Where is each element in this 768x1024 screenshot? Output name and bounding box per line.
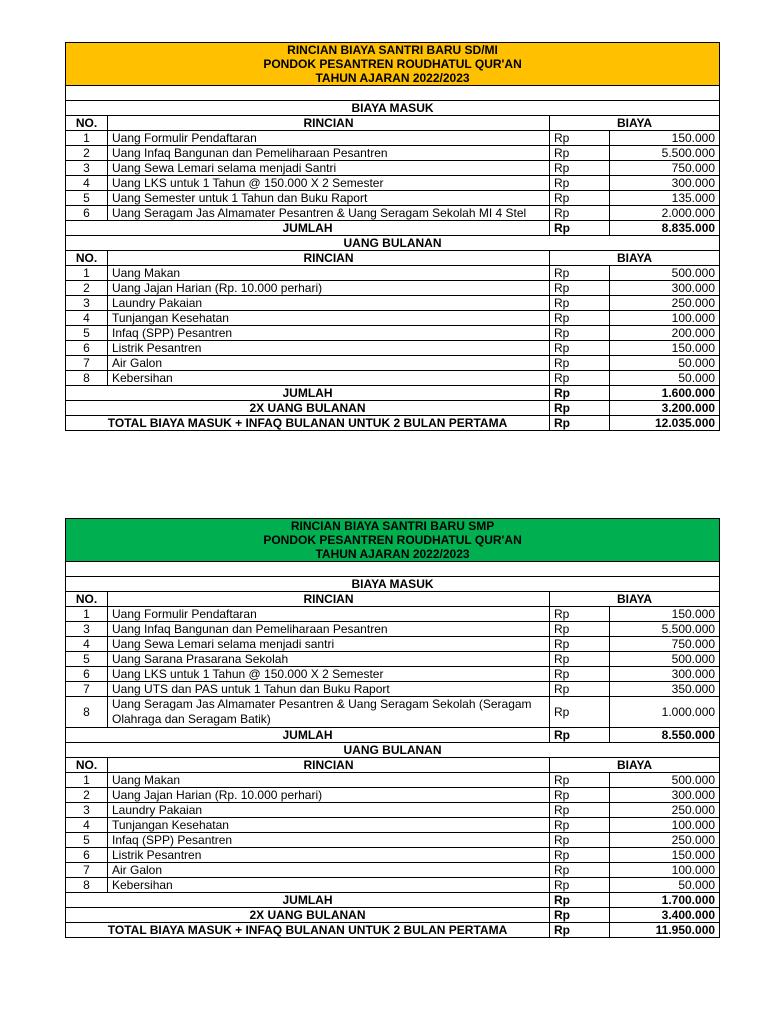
entry-total-label: JUMLAH: [66, 221, 550, 236]
col-no-header: NO.: [66, 592, 108, 607]
col-biaya-header: BIAYA: [550, 116, 720, 131]
item-description: Uang Jajan Harian (Rp. 10.000 perhari): [108, 788, 550, 803]
table-row: [66, 788, 720, 803]
item-amount: 50.000: [610, 356, 720, 371]
item-no: 7: [66, 863, 108, 878]
col-no-header: NO.: [66, 116, 108, 131]
table-header: [66, 43, 720, 86]
table-row: [66, 697, 720, 728]
item-currency: Rp: [550, 191, 610, 206]
table-row: [66, 341, 720, 356]
item-no: 5: [66, 326, 108, 341]
monthly-section-title: UANG BULANAN: [66, 236, 720, 251]
item-no: 5: [66, 833, 108, 848]
item-currency: Rp: [550, 311, 610, 326]
double-monthly-label: 2X UANG BULANAN: [66, 908, 550, 923]
item-description: Air Galon: [108, 356, 550, 371]
grand-total: 11.950.000: [610, 923, 720, 938]
item-amount: 300.000: [610, 281, 720, 296]
item-currency: Rp: [550, 697, 610, 728]
monthly-total-label: JUMLAH: [66, 893, 550, 908]
item-description: Uang Sewa Lemari selama menjadi Santri: [108, 161, 550, 176]
item-no: 6: [66, 341, 108, 356]
item-currency: Rp: [550, 206, 610, 221]
item-no: 6: [66, 206, 108, 221]
item-currency: Rp: [550, 622, 610, 637]
table-row: [66, 878, 720, 893]
item-currency: Rp: [550, 281, 610, 296]
item-amount: 500.000: [610, 652, 720, 667]
item-description: Infaq (SPP) Pesantren: [108, 833, 550, 848]
col-rincian-header: RINCIAN: [108, 758, 550, 773]
item-amount: 500.000: [610, 773, 720, 788]
item-currency: Rp: [550, 637, 610, 652]
item-description: Kebersihan: [108, 878, 550, 893]
title-line: TAHUN AJARAN 2022/2023: [315, 547, 470, 561]
currency: Rp: [550, 728, 610, 743]
item-description: Tunjangan Kesehatan: [108, 311, 550, 326]
item-amount: 250.000: [610, 803, 720, 818]
item-amount: 300.000: [610, 667, 720, 682]
item-currency: Rp: [550, 803, 610, 818]
table-row: [66, 652, 720, 667]
double-monthly-label: 2X UANG BULANAN: [66, 401, 550, 416]
item-description: Laundry Pakaian: [108, 296, 550, 311]
item-currency: Rp: [550, 161, 610, 176]
item-currency: Rp: [550, 818, 610, 833]
grand-total-label: TOTAL BIAYA MASUK + INFAQ BULANAN UNTUK 2 BULAN PERTAMA: [66, 416, 550, 431]
item-amount: 150.000: [610, 848, 720, 863]
item-currency: Rp: [550, 176, 610, 191]
entry-total-label: JUMLAH: [66, 728, 550, 743]
table-row: [66, 371, 720, 386]
item-no: 3: [66, 803, 108, 818]
col-rincian-header: RINCIAN: [108, 116, 550, 131]
item-amount: 500.000: [610, 266, 720, 281]
item-no: 6: [66, 667, 108, 682]
item-description: Uang Formulir Pendaftaran: [108, 131, 550, 146]
item-amount: 5.500.000: [610, 622, 720, 637]
spacer-row: [66, 86, 720, 101]
item-description: Uang Semester untuk 1 Tahun dan Buku Raport: [108, 191, 550, 206]
item-amount: 135.000: [610, 191, 720, 206]
item-amount: 150.000: [610, 131, 720, 146]
item-description: Uang Jajan Harian (Rp. 10.000 perhari): [108, 281, 550, 296]
entry-section-title: BIAYA MASUK: [66, 577, 720, 592]
item-description: Uang Formulir Pendaftaran: [108, 607, 550, 622]
entry-total: 8.835.000: [610, 221, 720, 236]
item-no: 4: [66, 637, 108, 652]
item-amount: 150.000: [610, 341, 720, 356]
monthly-total: 1.600.000: [610, 386, 720, 401]
item-currency: Rp: [550, 607, 610, 622]
currency: Rp: [550, 386, 610, 401]
item-currency: Rp: [550, 878, 610, 893]
item-description: Uang Infaq Bangunan dan Pemeliharaan Pesantren: [108, 622, 550, 637]
item-amount: 50.000: [610, 878, 720, 893]
item-currency: Rp: [550, 788, 610, 803]
item-currency: Rp: [550, 833, 610, 848]
header-title: [66, 43, 720, 86]
item-no: 7: [66, 356, 108, 371]
fee-table-sd-mi: [65, 42, 720, 431]
table-row: [66, 281, 720, 296]
item-currency: Rp: [550, 341, 610, 356]
item-no: 3: [66, 296, 108, 311]
header-title: [66, 519, 720, 562]
table-row: [66, 818, 720, 833]
table-row: [66, 356, 720, 371]
item-amount: 350.000: [610, 682, 720, 697]
item-currency: Rp: [550, 356, 610, 371]
item-amount: 1.000.000: [610, 697, 720, 728]
table-row: [66, 176, 720, 191]
item-amount: 250.000: [610, 833, 720, 848]
item-no: 8: [66, 371, 108, 386]
spacer-row: [66, 562, 720, 577]
table-row: [66, 682, 720, 697]
item-description: Uang Sarana Prasarana Sekolah: [108, 652, 550, 667]
table-row: [66, 191, 720, 206]
item-amount: 300.000: [610, 788, 720, 803]
item-no: 2: [66, 281, 108, 296]
table-row: [66, 296, 720, 311]
table-row: [66, 773, 720, 788]
item-currency: Rp: [550, 682, 610, 697]
table-row: [66, 146, 720, 161]
item-description: Tunjangan Kesehatan: [108, 818, 550, 833]
item-no: 5: [66, 652, 108, 667]
item-no: 3: [66, 161, 108, 176]
grand-total-label: TOTAL BIAYA MASUK + INFAQ BULANAN UNTUK 2 BULAN PERTAMA: [66, 923, 550, 938]
item-no: 1: [66, 131, 108, 146]
currency: Rp: [550, 401, 610, 416]
item-currency: Rp: [550, 326, 610, 341]
item-currency: Rp: [550, 667, 610, 682]
item-amount: 750.000: [610, 161, 720, 176]
col-biaya-header: BIAYA: [550, 251, 720, 266]
monthly-total: 1.700.000: [610, 893, 720, 908]
title-line: PONDOK PESANTREN ROUDHATUL QUR'AN: [263, 533, 522, 547]
item-currency: Rp: [550, 863, 610, 878]
table-row: [66, 833, 720, 848]
item-amount: 50.000: [610, 371, 720, 386]
item-no: 3: [66, 622, 108, 637]
table-row: [66, 848, 720, 863]
item-amount: 100.000: [610, 863, 720, 878]
item-amount: 200.000: [610, 326, 720, 341]
table-row: [66, 326, 720, 341]
item-description: Kebersihan: [108, 371, 550, 386]
col-biaya-header: BIAYA: [550, 758, 720, 773]
item-amount: 100.000: [610, 818, 720, 833]
table-row: [66, 622, 720, 637]
item-description: Uang Infaq Bangunan dan Pemeliharaan Pesantren: [108, 146, 550, 161]
item-no: 7: [66, 682, 108, 697]
item-description: Air Galon: [108, 863, 550, 878]
title-line: PONDOK PESANTREN ROUDHATUL QUR'AN: [263, 57, 522, 71]
table-row: [66, 863, 720, 878]
item-description: Uang Sewa Lemari selama menjadi santri: [108, 637, 550, 652]
double-monthly-total: 3.200.000: [610, 401, 720, 416]
item-currency: Rp: [550, 652, 610, 667]
item-no: 4: [66, 818, 108, 833]
col-no-header: NO.: [66, 251, 108, 266]
item-amount: 150.000: [610, 607, 720, 622]
item-description: Uang Seragam Jas Almamater Pesantren & Uang Seragam Sekolah (Seragam Olahraga dan Seragam Batik): [108, 697, 550, 728]
item-no: 4: [66, 311, 108, 326]
item-description: Uang UTS dan PAS untuk 1 Tahun dan Buku Raport: [108, 682, 550, 697]
col-no-header: NO.: [66, 758, 108, 773]
item-amount: 2.000.000: [610, 206, 720, 221]
item-amount: 750.000: [610, 637, 720, 652]
item-currency: Rp: [550, 131, 610, 146]
item-amount: 5.500.000: [610, 146, 720, 161]
item-no: 1: [66, 266, 108, 281]
currency: Rp: [550, 908, 610, 923]
item-no: 1: [66, 607, 108, 622]
monthly-section-title: UANG BULANAN: [66, 743, 720, 758]
table-row: [66, 607, 720, 622]
item-currency: Rp: [550, 848, 610, 863]
item-description: Uang Makan: [108, 266, 550, 281]
item-no: 4: [66, 176, 108, 191]
fee-table-smp: [65, 518, 720, 938]
entry-section-title: BIAYA MASUK: [66, 101, 720, 116]
item-no: 2: [66, 146, 108, 161]
col-biaya-header: BIAYA: [550, 592, 720, 607]
table-row: [66, 161, 720, 176]
item-currency: Rp: [550, 371, 610, 386]
col-rincian-header: RINCIAN: [108, 251, 550, 266]
currency: Rp: [550, 893, 610, 908]
item-description: Uang LKS untuk 1 Tahun @ 150.000 X 2 Semester: [108, 176, 550, 191]
grand-total: 12.035.000: [610, 416, 720, 431]
entry-total: 8.550.000: [610, 728, 720, 743]
item-no: 8: [66, 697, 108, 728]
table-row: [66, 667, 720, 682]
item-description: Listrik Pesantren: [108, 848, 550, 863]
item-currency: Rp: [550, 773, 610, 788]
item-amount: 250.000: [610, 296, 720, 311]
table-header: [66, 519, 720, 562]
item-description: Infaq (SPP) Pesantren: [108, 326, 550, 341]
item-no: 2: [66, 788, 108, 803]
item-currency: Rp: [550, 266, 610, 281]
item-description: Uang Makan: [108, 773, 550, 788]
item-no: 5: [66, 191, 108, 206]
item-description: Uang Seragam Jas Almamater Pesantren & Uang Seragam Sekolah MI 4 Stel: [108, 206, 550, 221]
title-line: RINCIAN BIAYA SANTRI BARU SMP: [290, 519, 495, 533]
table-row: [66, 803, 720, 818]
table-row: [66, 266, 720, 281]
title-line: TAHUN AJARAN 2022/2023: [315, 71, 470, 85]
col-rincian-header: RINCIAN: [108, 592, 550, 607]
table-row: [66, 131, 720, 146]
item-amount: 100.000: [610, 311, 720, 326]
item-no: 1: [66, 773, 108, 788]
item-description: Laundry Pakaian: [108, 803, 550, 818]
table-row: [66, 311, 720, 326]
monthly-total-label: JUMLAH: [66, 386, 550, 401]
item-no: 6: [66, 848, 108, 863]
table-row: [66, 206, 720, 221]
currency: Rp: [550, 221, 610, 236]
item-currency: Rp: [550, 296, 610, 311]
item-description: Listrik Pesantren: [108, 341, 550, 356]
table-row: [66, 637, 720, 652]
item-no: 8: [66, 878, 108, 893]
item-amount: 300.000: [610, 176, 720, 191]
currency: Rp: [550, 923, 610, 938]
double-monthly-total: 3.400.000: [610, 908, 720, 923]
item-description: Uang LKS untuk 1 Tahun @ 150.000 X 2 Semester: [108, 667, 550, 682]
currency: Rp: [550, 416, 610, 431]
title-line: RINCIAN BIAYA SANTRI BARU SD/MI: [287, 43, 498, 57]
item-currency: Rp: [550, 146, 610, 161]
